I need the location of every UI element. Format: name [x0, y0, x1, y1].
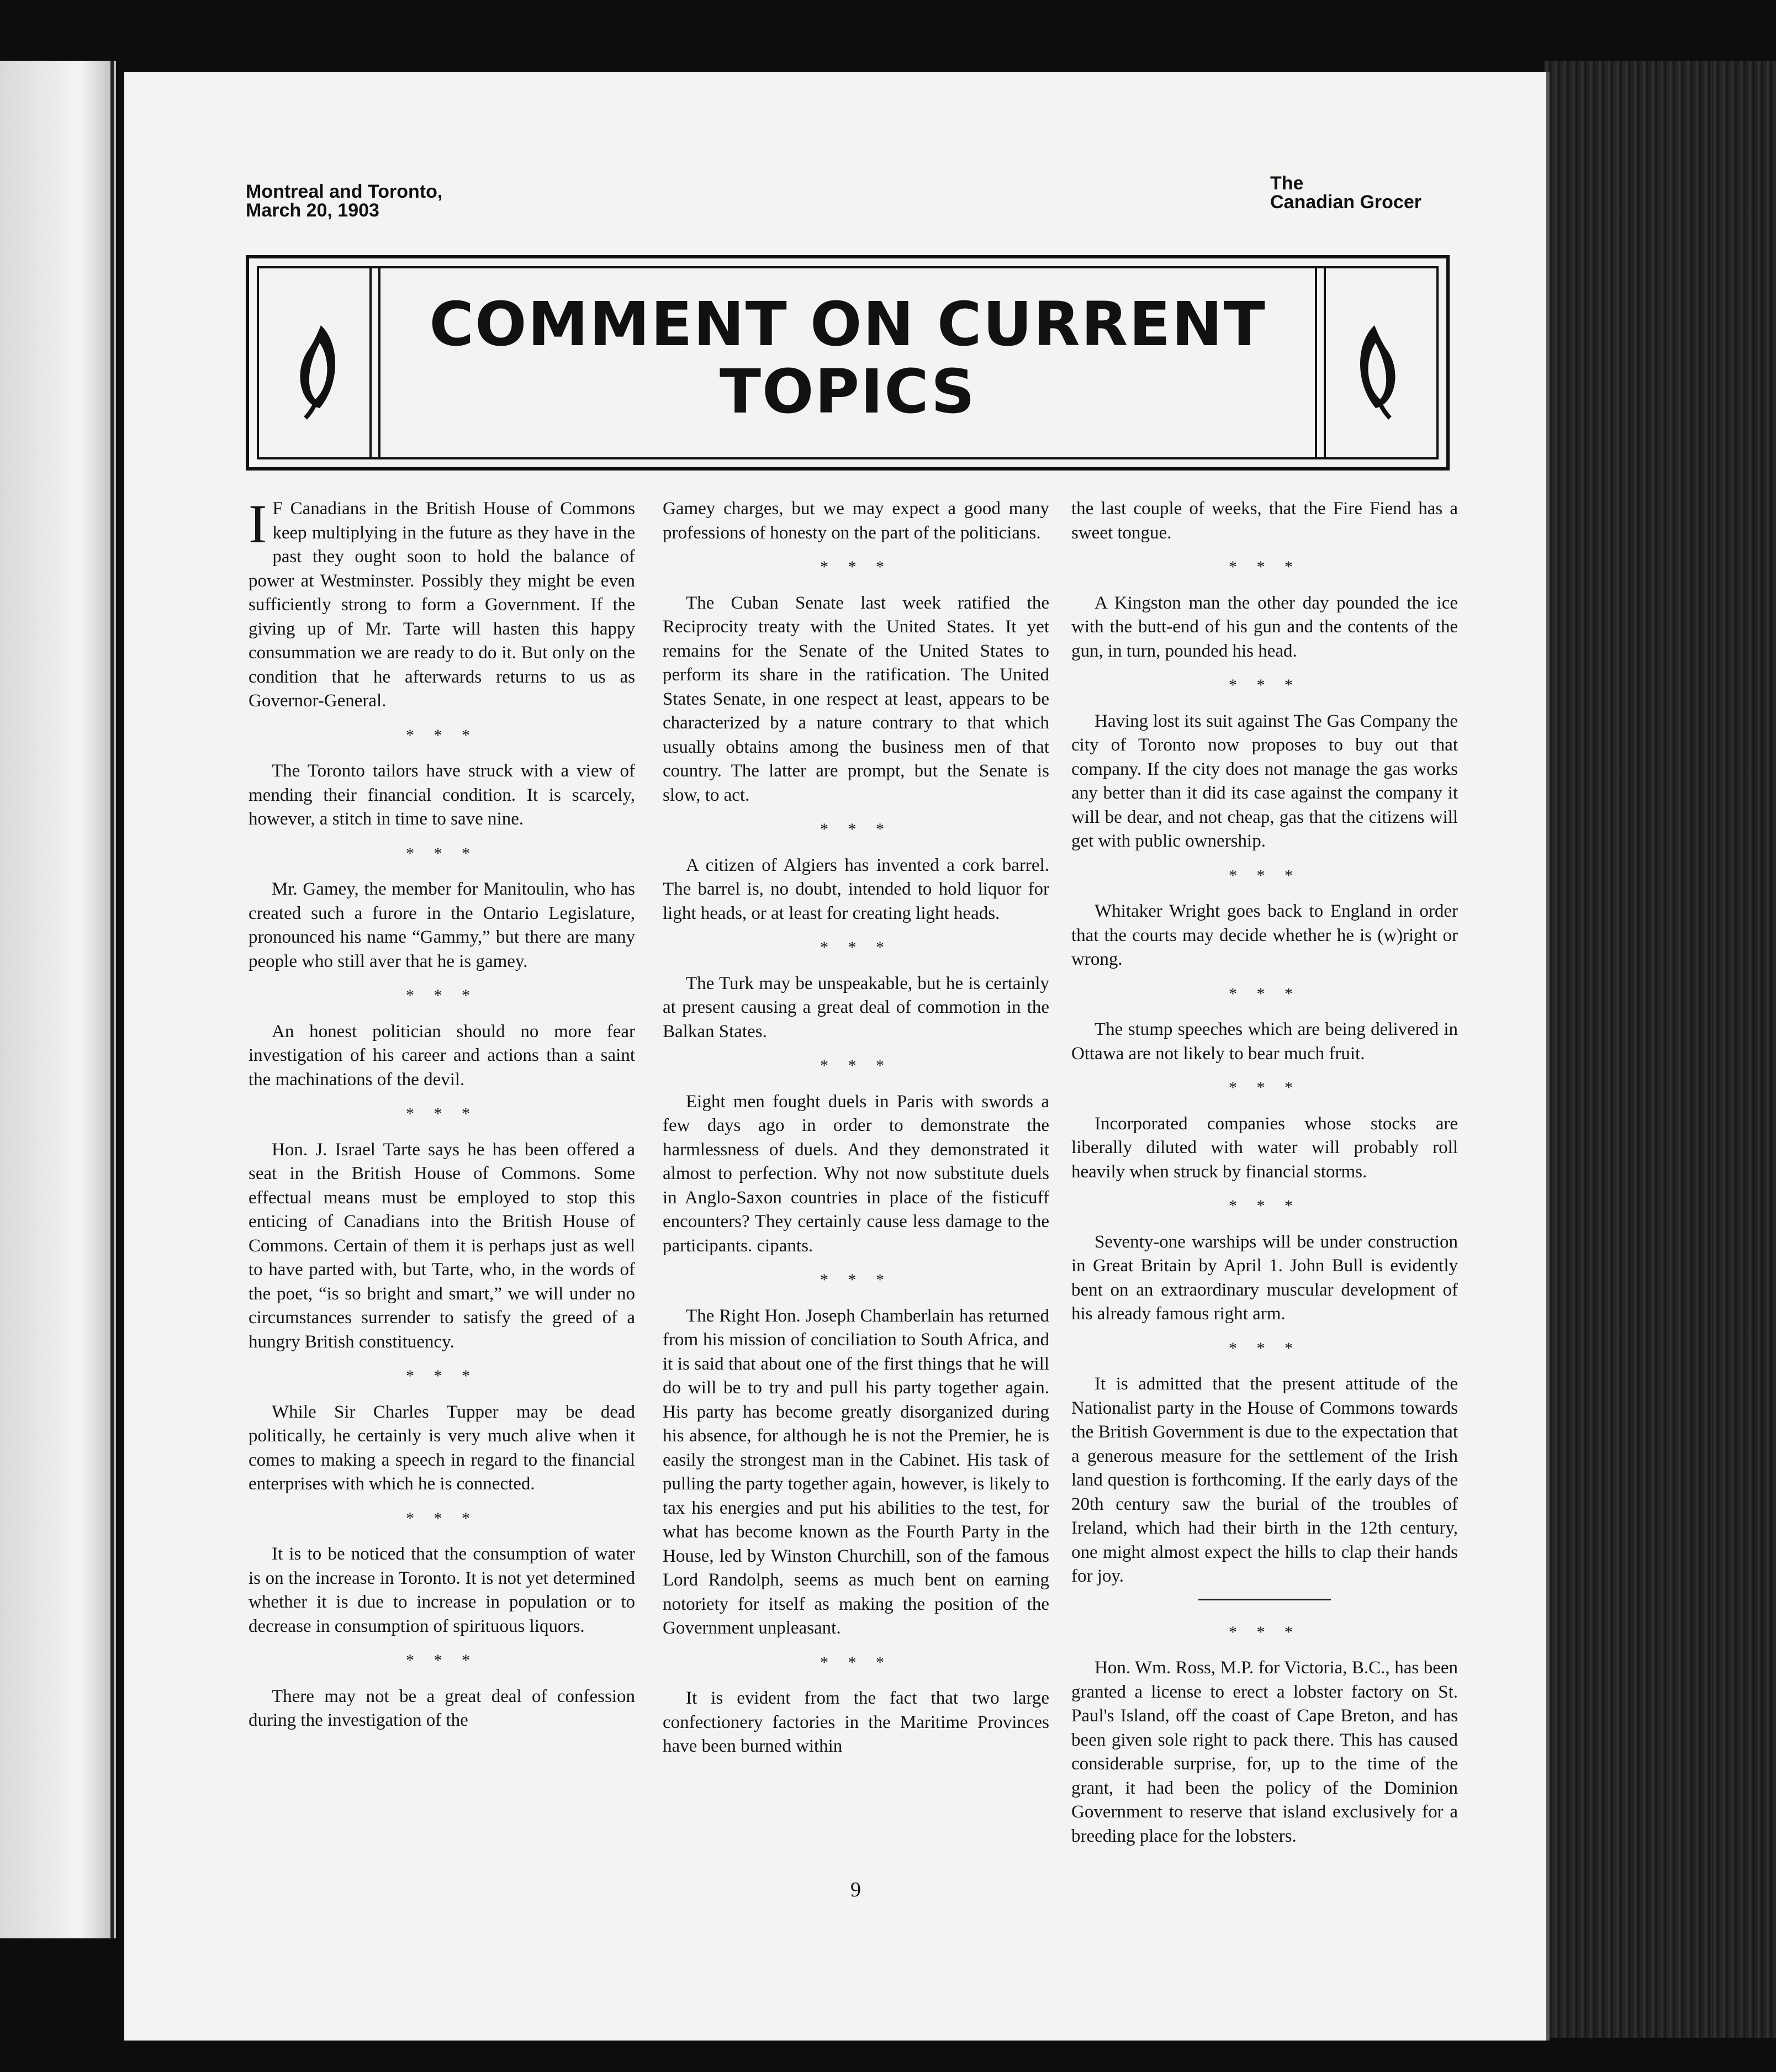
news-item [249, 759, 635, 832]
item-separator: * * * [406, 1367, 478, 1385]
news-item [249, 1685, 635, 1733]
article-column-3 [1071, 497, 1458, 1858]
banner-divider-right-2 [1315, 268, 1317, 457]
masthead-title: Canadian Grocer [1270, 192, 1421, 213]
item-separator: * * * [820, 1653, 892, 1672]
item-separator: * * * [406, 1651, 478, 1669]
news-item [663, 972, 1049, 1044]
facing-page-rule [110, 61, 114, 1938]
news-item [663, 1304, 1049, 1641]
item-separator: * * * [1229, 558, 1301, 576]
news-item-text: Hon. Wm. Ross, M.P. for Victoria, B.C., has been granted a license to erect a lobster factory on St. Paul's Island, off the coast of Cape Breton, and has been given sole right to pack there. This has caused considerable surprise, for, up to the time of the grant, it had been the policy of the Dominion Government to reserve that island exclusively for a breeding place for the lobsters. [1071, 1658, 1458, 1846]
item-separator: * * * [820, 1056, 892, 1075]
item-separator: * * * [820, 1271, 892, 1289]
news-item [1071, 900, 1458, 972]
news-item-text: It is to be noticed that the consumption of water is on the increase in Toronto. It is not yet determined whether it is due to increase in population or to decrease in consumption of spirituous liquors. [249, 1544, 635, 1636]
news-item [663, 1090, 1049, 1259]
article-column-2 [663, 497, 1049, 1769]
news-item [1071, 1656, 1458, 1848]
news-item [1071, 591, 1458, 664]
masthead-place: Montreal and Toronto, [246, 181, 443, 202]
news-item [249, 493, 635, 713]
headline-banner [246, 255, 1450, 471]
news-item [249, 1542, 635, 1638]
news-item-text: The Right Hon. Joseph Chamberlain has returned from his mission of conciliation to South Africa, and it is said that about one of the first things that he will do will be to try and pull his party together again. His party has become greatly disorganized during his absence, for although he is not the Premier, he is easily the strongest man in the Cabinet. His task of pulling the party together again, however, is likely to tax his energies and put his abilities to the test, for what has become known as the Fourth Party in the House, led by Winston Churchill, son of the famous Lord Randolph, seems as much bent on earning notoriety for itself as making the position of the Government unpleasant. [663, 1305, 1049, 1638]
item-separator: * * * [406, 1509, 478, 1527]
news-item-text: There may not be a great deal of confession during the investigation of the [249, 1686, 635, 1730]
news-item [663, 591, 1049, 808]
item-separator: * * * [820, 820, 892, 838]
news-item-text: It is evident from the fact that two large confectionery factories in the Maritime Provinces have been burned within [663, 1688, 1049, 1756]
item-separator: * * * [406, 726, 478, 744]
news-item-text: The Toronto tailors have struck with a view of mending their financial condition. It is scarcely, however, a stitch in time to save nine. [249, 761, 635, 829]
item-separator: * * * [1229, 1197, 1301, 1215]
news-item [1071, 1018, 1458, 1066]
masthead-the: The [1270, 173, 1304, 194]
news-item-text: The stump speeches which are being delivered in Ottawa are not likely to bear much fruit. [1071, 1019, 1458, 1064]
item-separator: * * * [1229, 1622, 1301, 1641]
banner-divider-left-1 [369, 268, 372, 457]
news-item [249, 1020, 635, 1092]
news-item [663, 1687, 1049, 1759]
news-item-text: Seventy-one warships will be under construction in Great Britain by April 1. John Bull is evidently bent on an extraordinary muscular development of his already famous right arm. [1071, 1231, 1458, 1324]
news-item-text: The Turk may be unspeakable, but he is certainly at present causing a great deal of commotion in the Balkan States. [663, 973, 1049, 1042]
item-separator: * * * [820, 558, 892, 576]
item-separator: * * * [1229, 1079, 1301, 1097]
facing-page-edge [0, 61, 116, 1938]
news-item [1071, 497, 1458, 545]
leaf-ornament-right-icon [1348, 321, 1409, 420]
news-item [249, 1400, 635, 1497]
news-item [1071, 1230, 1458, 1326]
news-item-text: Mr. Gamey, the member for Manitoulin, who has created such a furore in the Ontario Legislature, pronounced his name “Gammy,” but there are many people who still aver that he is gamey. [249, 879, 635, 971]
news-item-text: Hon. J. Israel Tarte says he has been offered a seat in the British House of Commons. Some effectual means must be employed to stop this enticing of Canadians into the British House of Commons. Certain of them it is perhaps just as well to have parted with, but Tarte, who, in the words of the poet, “is so bright and smart,” we will under no circumstances surrender to satisfy the greed of a hungry British constituency. [249, 1139, 635, 1352]
banner-divider-left-2 [378, 268, 380, 457]
news-item-text: It is admitted that the present attitude of the Nationalist party in the House of Commons towards the British Government is due to the expectation that a generous measure for the settlement of the Irish land question is forthcoming. If the early days of the 20th century saw the burial of the troubles of Ireland, which had their birth in the 12th century, one might almost expect the hills to clap their hands for joy. [1071, 1374, 1458, 1586]
news-item-text: Having lost its suit against The Gas Company the city of Toronto now proposes to buy out that company. If the city does not manage the gas works any better than it did its case against the company it will be dear, and not cheap, gas that the citizens will get with public ownership. [1071, 711, 1458, 851]
news-item [249, 1138, 635, 1355]
headline-line-2: TOPICS [719, 356, 976, 427]
masthead-date: March 20, 1903 [246, 200, 379, 221]
banner-divider-right-1 [1324, 268, 1326, 457]
masthead-dateline [246, 182, 632, 220]
news-item [249, 878, 635, 974]
news-item-text: Incorporated companies whose stocks are liberally diluted with water will probably roll heavily when struck by financial storms. [1071, 1113, 1458, 1182]
banner-inner-frame [257, 266, 1439, 459]
item-separator: * * * [406, 1104, 478, 1123]
book-binding [1544, 61, 1776, 2038]
news-item [1071, 710, 1458, 854]
item-separator: * * * [1229, 866, 1301, 885]
news-item-text: An honest politician should no more fear investigation of his career and actions than a saint the machinations of the devil. [249, 1021, 635, 1090]
news-item-text: the last couple of weeks, that the Fire Fiend has a sweet tongue. [1071, 499, 1458, 543]
article-column-1 [249, 493, 635, 1743]
item-separator: * * * [406, 844, 478, 863]
masthead-publication [1270, 174, 1502, 212]
news-item [1071, 1372, 1458, 1589]
leaf-ornament-left-icon [287, 321, 347, 420]
drop-cap: I [249, 493, 267, 554]
item-separator: * * * [406, 986, 478, 1005]
news-item-text: Gamey charges, but we may expect a good many professions of honesty on the part of the politicians. [663, 499, 1049, 543]
news-item [1071, 1112, 1458, 1185]
news-item [663, 854, 1049, 926]
section-rule [1198, 1599, 1331, 1600]
news-item-text: Whitaker Wright goes back to England in order that the courts may decide whether he is (w)right or wrong. [1071, 901, 1458, 969]
news-item-text: Eight men fought duels in Paris with swords a few days ago in order to demonstrate the harmlessness of duels. And they demonstrated it almost to perfection. Why not now substitute duels in Anglo-Saxon countries in place of the fisticuff encounters? They certainly cause less damage to the participants. cipants. [663, 1091, 1049, 1256]
headline-line-1: COMMENT ON CURRENT [429, 289, 1266, 360]
news-item-text: A citizen of Algiers has invented a cork barrel. The barrel is, no doubt, intended to hold liquor for light heads, or at least for creating light heads. [663, 855, 1049, 923]
item-separator: * * * [820, 938, 892, 956]
item-separator: * * * [1229, 676, 1301, 694]
news-item-text: F Canadians in the British House of Commons keep multiplying in the future as they have in the past they ought soon to hold the balance of power at Westminster. Possibly they might be even sufficiently strong to form a Government. If the giving up of Mr. Tarte will hasten this happy consummation we are ready to do it. But only on the condition that he afterwards returns to us as Governor-General. [249, 499, 635, 711]
news-item-text: A Kingston man the other day pounded the ice with the butt-end of his gun and the contents of the gun, in turn, pounded his head. [1071, 593, 1458, 661]
item-separator: * * * [1229, 1339, 1301, 1357]
news-item-text: While Sir Charles Tupper may be dead politically, he certainly is very much alive when it comes to making a speech in regard to the financial enterprises with which he is connected. [249, 1402, 635, 1494]
news-item-text: The Cuban Senate last week ratified the Reciprocity treaty with the United States. It yet remains for the Senate of the United States to perform its share in the ratification. The United States Senate, in one respect at least, appears to be characterized by a nature contrary to that which usually obtains among the business men of that country. The latter are prompt, but the Senate is slow, to act. [663, 593, 1049, 805]
news-item [663, 497, 1049, 545]
item-separator: * * * [1229, 984, 1301, 1003]
page-number: 9 [850, 1878, 861, 1901]
headline [425, 290, 1271, 425]
